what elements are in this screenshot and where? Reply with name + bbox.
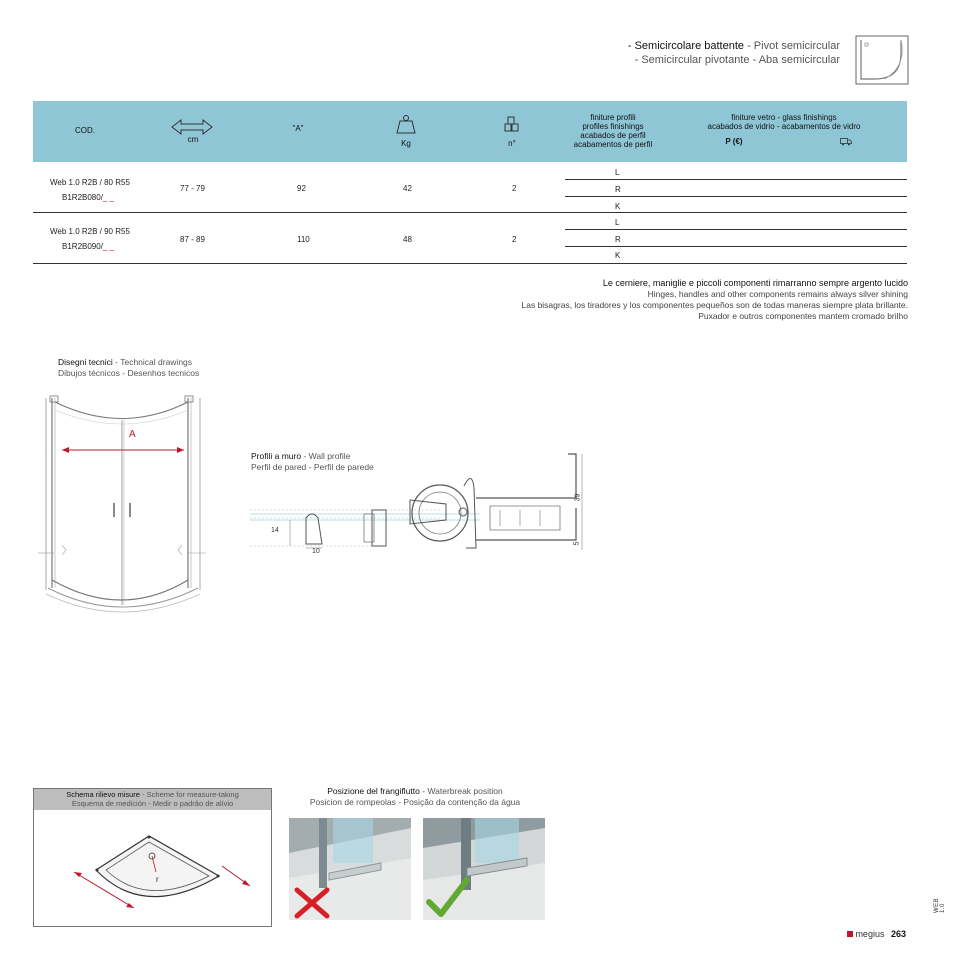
col-cod: COD. — [75, 126, 95, 135]
dimension-39: 39 — [574, 493, 582, 502]
dimension-a-label: A — [129, 429, 136, 440]
divider — [33, 263, 907, 264]
side-product-code: WEB 1.0 — [934, 897, 946, 913]
row1-code — [62, 193, 114, 202]
profile-title-strong: Profili a muro — [251, 451, 302, 461]
measure-title-line2: Esquema de medición - Medir o padrão de alívio — [71, 799, 234, 808]
components-note — [522, 278, 909, 322]
drawings-title-strong: Disegni tecnici — [58, 357, 113, 367]
col-a: "A" — [292, 124, 304, 133]
dimension-14: 14 — [271, 527, 279, 534]
row1-finish-l: L — [615, 168, 620, 177]
row2-finish-r: R — [615, 235, 621, 244]
note-es: Las bisagras, los tiradores y los componentes pequeños son de todas maneras siempre plata brillante. — [521, 300, 908, 310]
divider — [33, 212, 907, 213]
table-header — [33, 101, 907, 162]
finish-glass-line2: acabados de vidrio - acabamentos de vidro — [707, 122, 861, 131]
truck-icon — [840, 138, 852, 146]
boxes-icon — [503, 114, 521, 134]
row1-n: 2 — [512, 184, 517, 193]
row1-kg: 42 — [403, 184, 412, 193]
header-subtitle: - Pivot semicircular — [744, 40, 840, 52]
row1-code-suffix: _ _ — [102, 193, 115, 202]
brand-logo-icon — [847, 931, 853, 937]
row2-finish-l: L — [615, 218, 620, 227]
finish-profiles-it: finiture profili — [590, 113, 636, 122]
row2-code-suffix: _ _ — [102, 242, 115, 251]
page-header — [628, 39, 840, 67]
shower-tray-drawing — [34, 810, 271, 926]
divider — [565, 229, 907, 230]
row2-finish-k: K — [615, 251, 621, 260]
row1-code-main: B1R2B080/ — [62, 193, 103, 202]
waterbreak-correct-photo — [423, 818, 545, 920]
divider — [565, 196, 907, 197]
col-cm: cm — [187, 135, 199, 144]
col-finish-glass — [693, 113, 875, 131]
row1-cm: 77 - 79 — [180, 184, 205, 193]
footer — [847, 929, 906, 939]
shower-front-drawing — [38, 390, 208, 615]
row1-a: 92 — [297, 184, 306, 193]
row2-code — [62, 242, 114, 251]
col-kg: Kg — [401, 139, 411, 148]
profile-title-rest: - Wall profile — [301, 451, 351, 461]
width-arrows-icon — [171, 118, 213, 136]
profile-title-line2: Perfil de pared - Perfil de parede — [251, 462, 374, 472]
dimension-10: 10 — [312, 548, 320, 555]
drawings-title — [58, 357, 199, 379]
row2-kg: 48 — [403, 235, 412, 244]
divider — [565, 246, 907, 247]
waterbreak-title — [300, 786, 530, 808]
finish-profiles-pt: acabamentos de perfil — [573, 140, 653, 149]
measure-title-rest: - Scheme for measure-taking — [139, 790, 239, 799]
drawings-title-line2: Dibujos técnicos - Desenhos tecnicos — [58, 368, 200, 378]
weight-icon — [395, 114, 417, 134]
divider — [565, 179, 907, 180]
brand-name: megius — [855, 929, 885, 939]
col-price: P (€) — [725, 137, 743, 146]
finish-glass-line1: finiture vetro - glass finishings — [731, 113, 837, 122]
note-en: Hinges, handles and other components remains always silver shining — [647, 289, 908, 299]
row1-name: Web 1.0 R2B / 80 R55 — [50, 178, 130, 187]
page-number: 263 — [890, 929, 906, 939]
header-line2: - Semicircular pivotante - Aba semicircular — [634, 54, 840, 66]
col-finish-profiles — [558, 113, 668, 149]
row2-code-main: B1R2B090/ — [62, 242, 103, 251]
measure-title-bar — [34, 789, 271, 810]
measure-title-strong: Schema rilievo misure — [66, 790, 140, 799]
header-title: - Semicircolare battente — [627, 40, 745, 52]
row1-finish-k: K — [615, 202, 621, 211]
waterbreak-wrong-photo — [289, 818, 411, 920]
measure-scheme-box — [33, 788, 272, 927]
radius-label: r — [156, 875, 159, 884]
waterbreak-title-rest: - Waterbreak position — [419, 786, 503, 796]
row1-finish-r: R — [615, 185, 621, 194]
note-it: Le cerniere, maniglie e piccoli componenti rimarranno sempre argento lucido — [602, 278, 908, 288]
note-pt: Puxador e outros componentes mantem cromado brilho — [698, 311, 908, 321]
row2-a: 110 — [297, 235, 310, 244]
drawings-title-rest: - Technical drawings — [112, 357, 193, 367]
dimension-5: 5 — [573, 541, 581, 546]
row2-n: 2 — [512, 235, 517, 244]
wall-profile-drawing — [250, 448, 590, 560]
waterbreak-title-line2: Posicion de rompeolas - Posição da contenção da água — [309, 797, 521, 807]
finish-profiles-es: acabados de perfil — [580, 131, 646, 140]
shower-plan-icon — [855, 35, 909, 85]
finish-profiles-en: profiles finishings — [582, 122, 644, 131]
col-n: n° — [508, 139, 516, 148]
row2-cm: 87 - 89 — [180, 235, 205, 244]
waterbreak-title-strong: Posizione del frangiflutto — [327, 786, 420, 796]
row2-name: Web 1.0 R2B / 90 R55 — [50, 227, 130, 236]
